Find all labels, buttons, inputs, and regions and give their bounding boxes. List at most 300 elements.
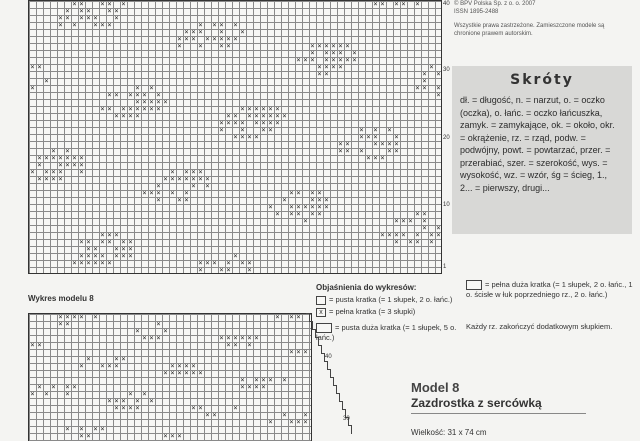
stitch-mark: ×: [219, 119, 224, 127]
stitch-mark: ×: [79, 168, 84, 176]
stitch-mark: ×: [93, 252, 98, 260]
legend-title: Objaśnienia do wykresów:: [316, 283, 417, 292]
stitch-mark: ×: [303, 348, 308, 356]
stitch-mark: ×: [51, 154, 56, 162]
stitch-mark: ×: [289, 313, 294, 321]
stitch-mark: ×: [373, 0, 378, 8]
stitch-mark: ×: [282, 196, 287, 204]
stitch-mark: ×: [121, 112, 126, 120]
stitch-mark: ×: [149, 98, 154, 106]
abbreviations-title: Skróty: [510, 72, 574, 88]
stitch-mark: ×: [44, 154, 49, 162]
stitch-mark: ×: [72, 313, 77, 321]
stitch-mark: ×: [296, 313, 301, 321]
stitch-mark: ×: [345, 42, 350, 50]
stitch-mark: ×: [121, 0, 126, 8]
stitch-mark: ×: [275, 313, 280, 321]
stitch-mark: ×: [177, 42, 182, 50]
stitch-mark: ×: [184, 196, 189, 204]
stitch-mark: ×: [107, 397, 112, 405]
stitch-mark: ×: [310, 203, 315, 211]
stitch-mark: ×: [240, 259, 245, 267]
stitch-mark: ×: [163, 432, 168, 440]
stitch-mark: ×: [128, 105, 133, 113]
stitch-mark: ×: [65, 7, 70, 15]
stitch-mark: ×: [58, 14, 63, 22]
stitch-mark: ×: [93, 245, 98, 253]
stitch-mark: ×: [37, 341, 42, 349]
stitch-mark: ×: [107, 21, 112, 29]
stitch-mark: ×: [212, 35, 217, 43]
stitch-mark: ×: [44, 390, 49, 398]
stitch-mark: ×: [79, 7, 84, 15]
stitch-mark: ×: [163, 369, 168, 377]
stitch-mark: ×: [261, 383, 266, 391]
row-number: 30: [443, 67, 450, 73]
stitch-mark: ×: [394, 0, 399, 8]
stitch-mark: ×: [268, 105, 273, 113]
stitch-mark: ×: [184, 189, 189, 197]
row-number: 10: [443, 202, 450, 208]
stitch-mark: ×: [240, 376, 245, 384]
stitch-mark: ×: [191, 369, 196, 377]
stitch-mark: ×: [121, 404, 126, 412]
stitch-mark: ×: [338, 42, 343, 50]
stitch-mark: ×: [226, 35, 231, 43]
stitch-mark: ×: [261, 105, 266, 113]
stitch-mark: ×: [233, 21, 238, 29]
stitch-mark: ×: [79, 252, 84, 260]
stitch-mark: ×: [240, 133, 245, 141]
stitch-mark: ×: [128, 252, 133, 260]
stitch-mark: ×: [86, 432, 91, 440]
stitch-mark: ×: [114, 231, 119, 239]
stitch-mark: ×: [79, 259, 84, 267]
stitch-mark: ×: [205, 182, 210, 190]
stitch-mark: ×: [289, 418, 294, 426]
stitch-mark: ×: [198, 175, 203, 183]
stitch-mark: ×: [65, 154, 70, 162]
stitch-mark: ×: [30, 390, 35, 398]
stitch-mark: ×: [198, 42, 203, 50]
stitch-mark: ×: [408, 238, 413, 246]
stitch-mark: ×: [149, 189, 154, 197]
stitch-mark: ×: [261, 126, 266, 134]
stitch-mark: ×: [184, 28, 189, 36]
stitch-mark: ×: [79, 161, 84, 169]
stitch-mark: ×: [79, 154, 84, 162]
stitch-mark: ×: [324, 196, 329, 204]
stitch-mark: ×: [198, 369, 203, 377]
stitch-mark: ×: [394, 231, 399, 239]
stitch-mark: ×: [184, 35, 189, 43]
stitch-mark: ×: [401, 217, 406, 225]
stitch-mark: ×: [142, 91, 147, 99]
stitch-mark: ×: [198, 266, 203, 274]
stitch-mark: ×: [51, 147, 56, 155]
stitch-mark: ×: [394, 147, 399, 155]
stitch-mark: ×: [219, 28, 224, 36]
stitch-mark: ×: [226, 334, 231, 342]
stitch-mark: ×: [359, 126, 364, 134]
stitch-mark: ×: [58, 21, 63, 29]
stitch-mark: ×: [114, 112, 119, 120]
stitch-mark: ×: [240, 126, 245, 134]
stitch-mark: ×: [30, 341, 35, 349]
stitch-mark: ×: [324, 42, 329, 50]
stitch-mark: ×: [261, 112, 266, 120]
stitch-mark: ×: [331, 42, 336, 50]
stitch-mark: ×: [324, 203, 329, 211]
stitch-mark: ×: [310, 49, 315, 57]
chart-grid-top: [28, 0, 442, 274]
stitch-mark: ×: [65, 425, 70, 433]
divider: [411, 413, 586, 414]
stitch-mark: ×: [128, 404, 133, 412]
stitch-mark: ×: [303, 217, 308, 225]
stitch-mark: ×: [163, 98, 168, 106]
stitch-mark: ×: [107, 0, 112, 8]
stitch-mark: ×: [100, 231, 105, 239]
stitch-mark: ×: [93, 259, 98, 267]
stitch-mark: ×: [345, 56, 350, 64]
stitch-mark: ×: [142, 105, 147, 113]
legend-empty: = pusta kratka (= 1 słupek, 2 o. łańc.): [316, 295, 486, 305]
stitch-mark: ×: [191, 362, 196, 370]
stitch-mark: ×: [429, 238, 434, 246]
stitch-mark: ×: [387, 147, 392, 155]
stitch-mark: ×: [191, 168, 196, 176]
stitch-mark: ×: [352, 56, 357, 64]
stitch-mark: ×: [429, 231, 434, 239]
stitch-mark: ×: [114, 14, 119, 22]
stitch-mark: ×: [86, 245, 91, 253]
stitch-mark: ×: [247, 334, 252, 342]
stitch-mark: ×: [86, 14, 91, 22]
stitch-mark: ×: [415, 0, 420, 8]
legend-big-empty: = pusta duża kratka (= 1 słupek, 5 o. łańc.): [316, 323, 457, 343]
stitch-mark: ×: [380, 231, 385, 239]
stitch-mark: ×: [212, 411, 217, 419]
stitch-mark: ×: [58, 168, 63, 176]
stitch-mark: ×: [310, 196, 315, 204]
stitch-mark: ×: [107, 91, 112, 99]
stitch-mark: ×: [72, 383, 77, 391]
stitch-mark: ×: [240, 334, 245, 342]
stitch-mark: ×: [254, 119, 259, 127]
stitch-mark: ×: [240, 28, 245, 36]
stitch-mark: ×: [233, 252, 238, 260]
stitch-mark: ×: [394, 238, 399, 246]
stitch-mark: ×: [37, 63, 42, 71]
stitch-mark: ×: [58, 175, 63, 183]
legend-big-full: = pełna duża kratka (= 1 słupek, 2 o. łańc., 1 o. ścisłe w łuk poprzedniego rz., 2 o. łańc.): [466, 280, 633, 300]
stitch-mark: ×: [289, 348, 294, 356]
stitch-mark: ×: [422, 210, 427, 218]
stitch-mark: ×: [86, 238, 91, 246]
stitch-mark: ×: [135, 404, 140, 412]
stitch-mark: ×: [37, 154, 42, 162]
stitch-mark: ×: [44, 77, 49, 85]
stitch-mark: ×: [51, 383, 56, 391]
stitch-mark: ×: [331, 63, 336, 71]
stitch-mark: ×: [149, 84, 154, 92]
stitch-mark: ×: [128, 238, 133, 246]
stitch-mark: ×: [289, 210, 294, 218]
stitch-mark: ×: [72, 154, 77, 162]
stitch-mark: ×: [114, 245, 119, 253]
stitch-mark: ×: [338, 147, 343, 155]
stitch-mark: ×: [114, 7, 119, 15]
stitch-mark: ×: [86, 259, 91, 267]
stitch-mark: ×: [240, 383, 245, 391]
stitch-mark: ×: [282, 112, 287, 120]
row-number: 40: [443, 1, 450, 7]
stitch-mark: ×: [415, 210, 420, 218]
stitch-mark: ×: [65, 390, 70, 398]
stitch-mark: ×: [93, 21, 98, 29]
stitch-mark: ×: [317, 196, 322, 204]
stitch-mark: ×: [128, 112, 133, 120]
stitch-mark: ×: [268, 203, 273, 211]
stitch-mark: ×: [170, 189, 175, 197]
stitch-mark: ×: [135, 91, 140, 99]
stitch-mark: ×: [282, 376, 287, 384]
stitch-mark: ×: [93, 425, 98, 433]
stitch-mark: ×: [72, 259, 77, 267]
stitch-mark: ×: [317, 63, 322, 71]
stitch-mark: ×: [275, 210, 280, 218]
stitch-mark: ×: [338, 63, 343, 71]
abbreviations-box: [452, 66, 632, 234]
stitch-mark: ×: [247, 341, 252, 349]
stitch-mark: ×: [79, 362, 84, 370]
stitch-mark: ×: [268, 376, 273, 384]
stitch-mark: ×: [212, 21, 217, 29]
stitch-mark: ×: [170, 175, 175, 183]
stitch-mark: ×: [170, 362, 175, 370]
stitch-mark: ×: [436, 231, 441, 239]
stitch-mark: ×: [93, 14, 98, 22]
chart-grid-bottom: [28, 313, 312, 441]
stitch-mark: ×: [191, 35, 196, 43]
stitch-mark: ×: [107, 362, 112, 370]
row-number: 30: [343, 416, 350, 422]
stitch-mark: ×: [170, 168, 175, 176]
stitch-mark: ×: [219, 42, 224, 50]
stitch-mark: ×: [324, 49, 329, 57]
stitch-mark: ×: [380, 0, 385, 8]
row-number: 40: [325, 354, 332, 360]
stitch-mark: ×: [352, 49, 357, 57]
stitch-mark: ×: [156, 98, 161, 106]
stitch-mark: ×: [121, 238, 126, 246]
stitch-mark: ×: [268, 119, 273, 127]
stitch-mark: ×: [156, 320, 161, 328]
stitch-mark: ×: [58, 313, 63, 321]
stitch-mark: ×: [387, 140, 392, 148]
stitch-mark: ×: [65, 14, 70, 22]
stitch-mark: ×: [275, 105, 280, 113]
stitch-mark: ×: [317, 42, 322, 50]
stitch-mark: ×: [436, 224, 441, 232]
stitch-mark: ×: [219, 266, 224, 274]
stitch-mark: ×: [254, 383, 259, 391]
stitch-mark: ×: [142, 98, 147, 106]
stitch-mark: ×: [303, 418, 308, 426]
stitch-mark: ×: [401, 231, 406, 239]
stitch-mark: ×: [79, 238, 84, 246]
stitch-mark: ×: [198, 21, 203, 29]
stitch-mark: ×: [163, 327, 168, 335]
stitch-mark: ×: [198, 168, 203, 176]
stitch-mark: ×: [114, 362, 119, 370]
stitch-mark: ×: [128, 91, 133, 99]
stitch-mark: ×: [373, 140, 378, 148]
copyright-block: [454, 0, 629, 38]
stitch-mark: ×: [121, 252, 126, 260]
stitch-mark: ×: [275, 119, 280, 127]
stitch-mark: ×: [373, 126, 378, 134]
stitch-mark: ×: [387, 231, 392, 239]
stitch-mark: ×: [226, 341, 231, 349]
stitch-mark: ×: [100, 252, 105, 260]
stitch-mark: ×: [422, 217, 427, 225]
stitch-mark: ×: [233, 133, 238, 141]
stitch-mark: ×: [296, 418, 301, 426]
stitch-mark: ×: [100, 362, 105, 370]
stitch-mark: ×: [247, 133, 252, 141]
stitch-mark: ×: [156, 334, 161, 342]
stitch-mark: ×: [86, 355, 91, 363]
stitch-mark: ×: [184, 369, 189, 377]
stitch-mark: ×: [345, 140, 350, 148]
stitch-mark: ×: [72, 161, 77, 169]
stitch-mark: ×: [310, 189, 315, 197]
stitch-mark: ×: [177, 35, 182, 43]
stitch-mark: ×: [65, 147, 70, 155]
stitch-mark: ×: [79, 425, 84, 433]
stitch-mark: ×: [37, 161, 42, 169]
stitch-mark: ×: [65, 320, 70, 328]
legend-full: x = pełna kratka (= 3 słupki): [316, 307, 486, 317]
stitch-mark: ×: [170, 369, 175, 377]
stitch-mark: ×: [296, 56, 301, 64]
stitch-mark: ×: [51, 168, 56, 176]
stitch-mark: ×: [177, 196, 182, 204]
stitch-mark: ×: [135, 105, 140, 113]
stitch-mark: ×: [254, 112, 259, 120]
stitch-mark: ×: [240, 105, 245, 113]
model-size: Wielkość: 31 x 74 cm: [411, 428, 487, 437]
stitch-mark: ×: [345, 147, 350, 155]
stitch-mark: ×: [408, 217, 413, 225]
model-title: Model 8: [411, 380, 460, 395]
stitch-mark: ×: [100, 238, 105, 246]
stitch-mark: ×: [142, 189, 147, 197]
stitch-mark: ×: [86, 252, 91, 260]
stitch-mark: ×: [436, 70, 441, 78]
stitch-mark: ×: [142, 390, 147, 398]
stitch-mark: ×: [282, 411, 287, 419]
stitch-mark: ×: [128, 245, 133, 253]
stitch-mark: ×: [121, 397, 126, 405]
model-heading: [411, 380, 640, 437]
stitch-mark: ×: [254, 105, 259, 113]
stitch-mark: ×: [37, 383, 42, 391]
stitch-mark: ×: [338, 140, 343, 148]
stitch-mark: ×: [198, 404, 203, 412]
stitch-mark: ×: [51, 175, 56, 183]
stitch-mark: ×: [156, 196, 161, 204]
stitch-mark: ×: [79, 313, 84, 321]
stitch-mark: ×: [107, 231, 112, 239]
stitch-mark: ×: [436, 84, 441, 92]
stitch-mark: ×: [219, 126, 224, 134]
stitch-mark: ×: [65, 383, 70, 391]
stitch-mark: ×: [275, 112, 280, 120]
model-subtitle: Zazdrostka z sercówką: [411, 396, 542, 410]
stitch-mark: ×: [303, 203, 308, 211]
stitch-mark: ×: [163, 175, 168, 183]
stitch-mark: ×: [436, 91, 441, 99]
stitch-mark: ×: [296, 348, 301, 356]
stitch-mark: ×: [296, 189, 301, 197]
stitch-mark: ×: [114, 404, 119, 412]
stitch-mark: ×: [100, 259, 105, 267]
stitch-mark: ×: [268, 112, 273, 120]
stitch-mark: ×: [205, 411, 210, 419]
stitch-mark: ×: [247, 105, 252, 113]
stitch-mark: ×: [359, 133, 364, 141]
stitch-mark: ×: [296, 210, 301, 218]
stitch-mark: ×: [107, 105, 112, 113]
stitch-mark: ×: [58, 161, 63, 169]
stitch-mark: ×: [366, 154, 371, 162]
stitch-mark: ×: [268, 126, 273, 134]
stitch-mark: ×: [317, 70, 322, 78]
stitch-mark: ×: [86, 7, 91, 15]
stitch-mark: ×: [128, 390, 133, 398]
stitch-mark: ×: [142, 334, 147, 342]
stitch-mark: ×: [247, 259, 252, 267]
stitch-mark: ×: [107, 7, 112, 15]
stitch-mark: ×: [79, 14, 84, 22]
stitch-mark: ×: [324, 63, 329, 71]
stitch-mark: ×: [44, 175, 49, 183]
abbreviations-text: dł. = długość, n. = narzut, o. = oczko (oczka), o. łańc. = oczko łańcuszka, zamyk. = zamykające, ok. = około, okr. = okrążenie, rz. = rząd, podw. = podwójny, powt. = powtarzać, przer. = przerabiać, szer. = szerokość, wys. = wysokość, wz. = wzór, śg = ścieg, 1., 2... = pierwszy, drugi...: [460, 95, 615, 193]
stitch-mark: ×: [324, 56, 329, 64]
stitch-mark: ×: [177, 175, 182, 183]
stitch-mark: ×: [359, 147, 364, 155]
stitch-mark: ×: [191, 182, 196, 190]
stitch-mark: ×: [44, 168, 49, 176]
stitch-mark: ×: [233, 341, 238, 349]
stitch-mark: ×: [100, 21, 105, 29]
stitch-mark: ×: [219, 334, 224, 342]
copyright-notice: Wszystkie prawa zastrzeżone. Zamieszczone modele są chronione prawem autorskim.: [454, 23, 605, 37]
stitch-mark: ×: [135, 84, 140, 92]
stitch-mark: ×: [191, 404, 196, 412]
stitch-mark: ×: [233, 119, 238, 127]
stitch-mark: ×: [79, 0, 84, 8]
stitch-mark: ×: [310, 42, 315, 50]
stitch-mark: ×: [233, 404, 238, 412]
stitch-mark: ×: [184, 168, 189, 176]
stitch-mark: ×: [226, 266, 231, 274]
stitch-mark: ×: [114, 91, 119, 99]
chart-caption: Wykres modelu 8: [28, 294, 94, 303]
